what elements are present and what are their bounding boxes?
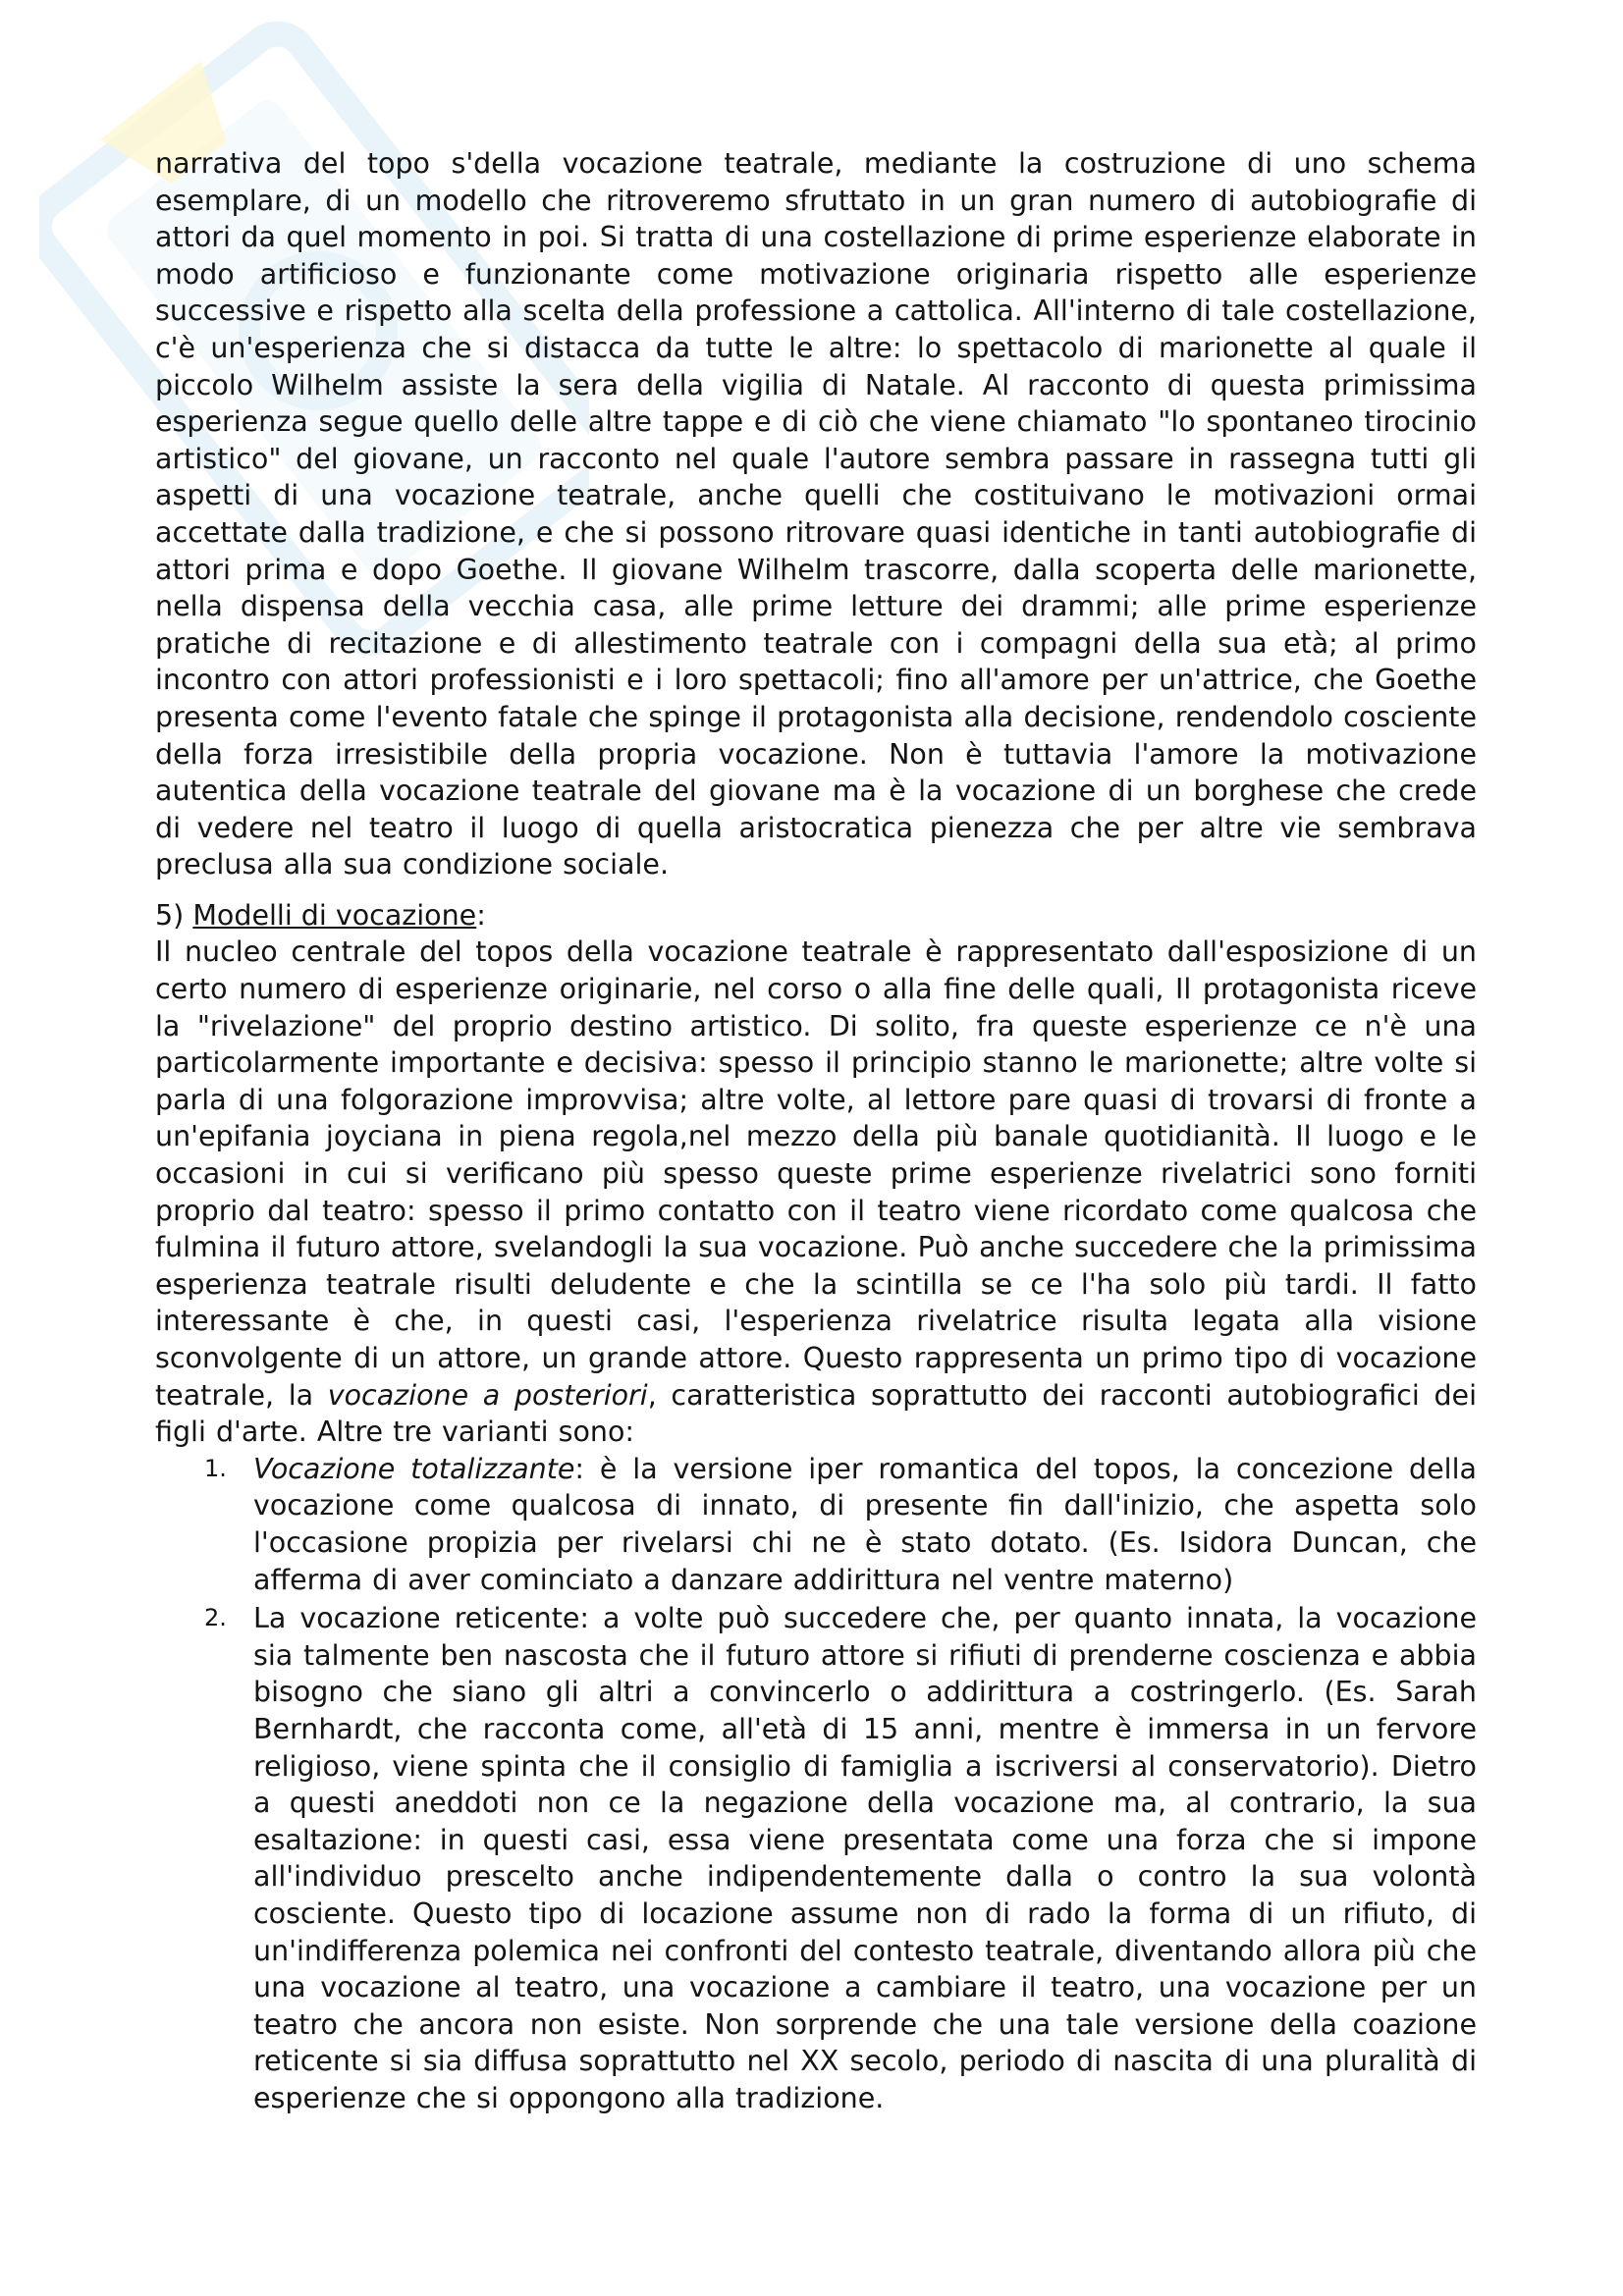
list-item: [155, 1600, 1477, 2116]
paragraph-models-text-b: , caratteristica soprattutto dei racconti autobiografici dei figli d'arte. Altre tre varianti sono:: [155, 1378, 1477, 1449]
paragraph-spacer: [155, 883, 1477, 897]
list-item: [155, 1451, 1477, 1598]
list-item-number: 1.: [204, 1454, 227, 1482]
list-item-number: 2.: [204, 1604, 227, 1632]
list-item-text: : è la versione iper romantica del topos, la concezione della vocazione come qualcosa di innato, di presente fin dall'inizio, che aspetta solo l'occasione propizia per rivelarsi chi ne è stato dotato. (Es. Isidora Duncan, che afferma di aver cominciato a danzare addirittura nel ventre materno): [253, 1452, 1477, 1596]
paragraph-models-emphasis: vocazione a posteriori: [327, 1378, 648, 1412]
variants-list: [155, 1451, 1477, 2117]
document-page: [155, 145, 1477, 2118]
paragraph-models-text-a: Il nucleo centrale del topos della vocazione teatrale è rappresentato dall'esposizione di un certo numero di esperienze originarie, nel corso o alla fine delle quali, Il protagonista riceve la "rivelazione" del proprio destino artistico. Di solito, fra queste esperienze ce n'è una particolarmente importante e decisiva: spesso il principio stanno le marionette; altre volte si parla di una folgorazione improvvisa; altre volte, al lettore pare quasi di trovarsi di fronte a un'epifania joyciana in piena regola,nel mezzo della più banale quotidianità. Il luogo e le occasioni in cui si verificano più spesso queste prime esperienze rivelatrici sono forniti proprio dal teatro: spesso il primo contatto con il teatro viene ricordato come qualcosa che fulmina il futuro attore, svelandogli la sua vocazione. Può anche succedere che la primissima esperienza teatrale risulti deludente e che la scintilla se ce l'ha solo più tardi. Il fatto interessante è che, in questi casi, l'esperienza rivelatrice risulta legata alla visione sconvolgente di un attore, un grande attore. Questo rappresenta un primo tipo di vocazione teatrale, la: [155, 935, 1477, 1412]
list-item-title: Vocazione totalizzante: [253, 1452, 575, 1485]
section-number: 5): [155, 898, 185, 932]
paragraph-models: [155, 934, 1477, 1450]
section-title: Modelli di vocazione: [192, 898, 477, 932]
list-item-text: La vocazione reticente: a volte può succedere che, per quanto innata, la vocazione sia talmente ben nascosta che il futuro attore si rifiuti di prenderne coscienza e abbia bisogno che siano gli altri a convincerlo o addirittura a costringerlo. (Es. Sarah Bernhardt, che racconta come, all'età di 15 anni, mentre è immersa in un fervore religioso, viene spinta che il consiglio di famiglia a iscriversi al conservatorio). Dietro a questi aneddoti non ce la negazione della vocazione ma, al contrario, la sua esaltazione: in questi casi, essa viene presentata come una forza che si impone all'individuo prescelto anche indipendentemente dalla o contro la sua volontà cosciente. Questo tipo di locazione assume non di rado la forma di un rifiuto, di un'indifferenza polemica nei confronti del contesto teatrale, diventando allora più che una vocazione al teatro, una vocazione a cambiare il teatro, una vocazione per un teatro che ancora non esiste. Non sorprende che una tale versione della coazione reticente si sia diffusa soprattutto nel XX secolo, periodo di nascita di una pluralità di esperienze che si oppongono alla tradizione.: [253, 1602, 1477, 2114]
paragraph-intro: narrativa del topo s'della vocazione teatrale, mediante la costruzione di uno schema esemplare, di un modello che ritroveremo sfruttato in un gran numero di autobiografie di attori da quel momento in poi. Si tratta di una costellazione di prime esperienze elaborate in modo artificioso e funzionante come motivazione originaria rispetto alle esperienze successive e rispetto alla scelta della professione a cattolica. All'interno di tale costellazione, c'è un'esperienza che si distacca da tutte le altre: lo spettacolo di marionette al quale il piccolo Wilhelm assiste la sera della vigilia di Natale. Al racconto di questa primissima esperienza segue quello delle altre tappe e di ciò che viene chiamato "lo spontaneo tirocinio artistico" del giovane, un racconto nel quale l'autore sembra passare in rassegna tutti gli aspetti di una vocazione teatrale, anche quelli che costituivano le motivazioni ormai accettate dalla tradizione, e che si possono ritrovare quasi identiche in tanti autobiografie di attori prima e dopo Goethe. Il giovane Wilhelm trascorre, dalla scoperta delle marionette, nella dispensa della vecchia casa, alle prime letture dei drammi; alle prime esperienze pratiche di recitazione e di allestimento teatrale con i compagni della sua età; al primo incontro con attori professionisti e i loro spettacoli; fino all'amore per un'attrice, che Goethe presenta come l'evento fatale che spinge il protagonista alla decisione, rendendolo cosciente della forza irresistibile della propria vocazione. Non è tuttavia l'amore la motivazione autentica della vocazione teatrale del giovane ma è la vocazione di un borghese che crede di vedere nel teatro il luogo di quella aristocratica pienezza che per altre vie sembrava preclusa alla sua condizione sociale.: [155, 147, 1477, 881]
section-colon: :: [476, 898, 486, 932]
section-heading: [155, 897, 1477, 934]
